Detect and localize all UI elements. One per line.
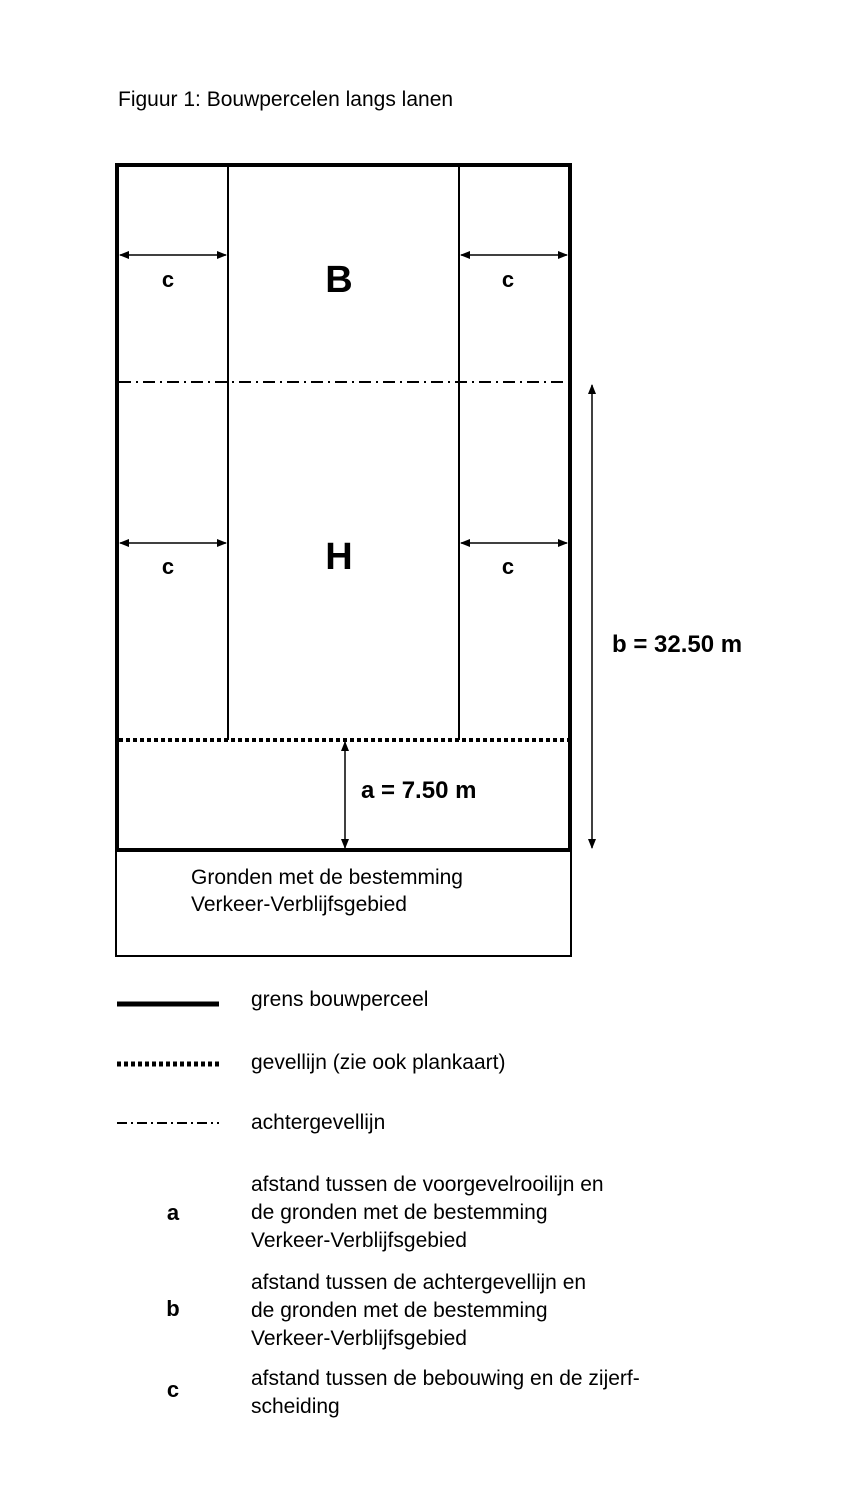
dimension-b-label: b = 32.50 m (612, 631, 743, 658)
legend-c-description (251, 1365, 640, 1421)
legend-b-description (251, 1269, 586, 1353)
legend-b-line1: afstand tussen de achtergevellijn en (251, 1271, 587, 1294)
legend-dotted-text: gevellijn (zie ook plankaart) (251, 1051, 506, 1074)
c-label-mid-left: c (161, 554, 175, 579)
legend-b-line3: Verkeer-Verblijfsgebied (251, 1327, 467, 1350)
dimension-a-label: a = 7.50 m (361, 777, 477, 804)
c-label-top-right: c (501, 267, 515, 292)
legend-a-line1: afstand tussen de voorgevelrooilijn en (251, 1173, 604, 1196)
zone-label-main: H (325, 536, 353, 578)
road-text-line1: Gronden met de bestemming (191, 866, 463, 889)
legend-a-description (251, 1171, 604, 1255)
legend-key-c: c (166, 1377, 180, 1402)
legend-b-line2: de gronden met de bestemming (251, 1299, 548, 1322)
zone-label-back: B (325, 259, 353, 301)
legend-c-line1: afstand tussen de bebouwing en de zijerf- (251, 1367, 640, 1390)
legend-solid-text: grens bouwperceel (251, 988, 429, 1011)
c-label-mid-right: c (501, 554, 515, 579)
legend-c-line2: scheiding (251, 1395, 340, 1418)
legend-dashdot-text: achtergevellijn (251, 1111, 386, 1134)
road-area-text (191, 864, 463, 918)
legend-a-line3: Verkeer-Verblijfsgebied (251, 1229, 467, 1252)
figure-title: Figuur 1: Bouwpercelen langs lanen (118, 88, 454, 111)
c-label-top-left: c (161, 267, 175, 292)
legend-key-a: a (166, 1200, 180, 1225)
legend-key-b: b (166, 1296, 180, 1321)
road-text-line2: Verkeer-Verblijfsgebied (191, 893, 407, 916)
legend-a-line2: de gronden met de bestemming (251, 1201, 548, 1224)
